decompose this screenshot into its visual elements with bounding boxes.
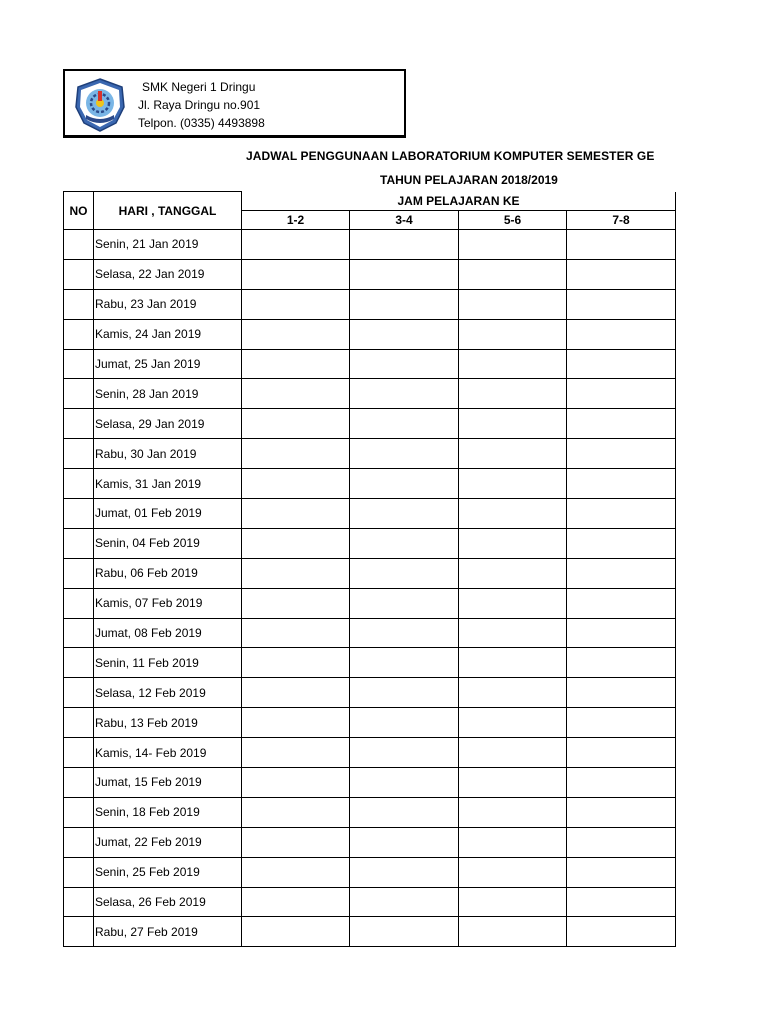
- table-row: [64, 319, 676, 349]
- table-row: [64, 588, 676, 618]
- row-number-cell: [64, 588, 94, 618]
- school-header-box: [63, 69, 406, 138]
- period-cell: [459, 678, 567, 708]
- table-row: [64, 259, 676, 289]
- period-cell: [567, 379, 676, 409]
- row-date: Rabu, 06 Feb 2019: [94, 558, 242, 588]
- period-cell: [350, 708, 459, 738]
- period-cell: [350, 857, 459, 887]
- period-cell: [350, 618, 459, 648]
- document-subtitle: TAHUN PELAJARAN 2018/2019: [380, 173, 558, 187]
- period-cell: [459, 469, 567, 499]
- period-cell: [459, 887, 567, 917]
- row-date: Rabu, 30 Jan 2019: [94, 439, 242, 469]
- period-cell: [567, 768, 676, 798]
- period-cell: [459, 259, 567, 289]
- row-number-cell: [64, 349, 94, 379]
- table-row: [64, 558, 676, 588]
- period-cell: [350, 827, 459, 857]
- period-cell: [459, 738, 567, 768]
- period-cell: [567, 469, 676, 499]
- row-number-cell: [64, 768, 94, 798]
- row-number-cell: [64, 797, 94, 827]
- period-cell: [567, 857, 676, 887]
- row-date: Rabu, 23 Jan 2019: [94, 289, 242, 319]
- period-cell: [350, 349, 459, 379]
- period-cell: [350, 439, 459, 469]
- document-title: JADWAL PENGGUNAAN LABORATORIUM KOMPUTER SEMESTER GE: [246, 149, 655, 163]
- table-row: [64, 768, 676, 798]
- row-number-cell: [64, 259, 94, 289]
- header-period: 3-4: [350, 211, 459, 230]
- row-number-cell: [64, 917, 94, 947]
- row-number-cell: [64, 409, 94, 439]
- period-cell: [459, 230, 567, 260]
- period-cell: [459, 499, 567, 529]
- period-cell: [567, 499, 676, 529]
- row-date: Selasa, 26 Feb 2019: [94, 887, 242, 917]
- period-cell: [567, 917, 676, 947]
- period-cell: [242, 917, 350, 947]
- period-cell: [567, 738, 676, 768]
- period-cell: [350, 917, 459, 947]
- header-lesson-hours: JAM PELAJARAN KE: [242, 192, 676, 211]
- row-date: Senin, 11 Feb 2019: [94, 648, 242, 678]
- period-cell: [350, 259, 459, 289]
- period-cell: [350, 768, 459, 798]
- period-cell: [242, 648, 350, 678]
- row-date: Senin, 21 Jan 2019: [94, 230, 242, 260]
- table-row: [64, 917, 676, 947]
- table-row: [64, 499, 676, 529]
- table-row: [64, 230, 676, 260]
- period-cell: [242, 588, 350, 618]
- period-cell: [459, 409, 567, 439]
- period-cell: [567, 349, 676, 379]
- table-row: [64, 708, 676, 738]
- header-no: NO: [64, 192, 94, 230]
- period-cell: [350, 230, 459, 260]
- row-number-cell: [64, 319, 94, 349]
- school-phone: Telpon. (0335) 4493898: [138, 116, 265, 130]
- row-date: Senin, 04 Feb 2019: [94, 528, 242, 558]
- table-row: [64, 678, 676, 708]
- period-cell: [242, 827, 350, 857]
- period-cell: [567, 797, 676, 827]
- row-number-cell: [64, 439, 94, 469]
- period-cell: [459, 379, 567, 409]
- row-number-cell: [64, 499, 94, 529]
- period-cell: [567, 439, 676, 469]
- period-cell: [350, 409, 459, 439]
- row-date: Jumat, 15 Feb 2019: [94, 768, 242, 798]
- period-cell: [567, 648, 676, 678]
- period-cell: [350, 319, 459, 349]
- table-row: [64, 738, 676, 768]
- row-number-cell: [64, 887, 94, 917]
- table-row: [64, 469, 676, 499]
- period-cell: [242, 259, 350, 289]
- period-cell: [242, 857, 350, 887]
- period-cell: [350, 648, 459, 678]
- row-number-cell: [64, 648, 94, 678]
- row-number-cell: [64, 379, 94, 409]
- header-period: 1-2: [242, 211, 350, 230]
- row-date: Kamis, 24 Jan 2019: [94, 319, 242, 349]
- table-row: [64, 648, 676, 678]
- row-date: Selasa, 29 Jan 2019: [94, 409, 242, 439]
- period-cell: [567, 289, 676, 319]
- period-cell: [459, 708, 567, 738]
- period-cell: [350, 558, 459, 588]
- row-date: Jumat, 25 Jan 2019: [94, 349, 242, 379]
- table-row: [64, 827, 676, 857]
- row-number-cell: [64, 857, 94, 887]
- period-cell: [459, 439, 567, 469]
- row-date: Selasa, 12 Feb 2019: [94, 678, 242, 708]
- period-cell: [242, 768, 350, 798]
- period-cell: [242, 230, 350, 260]
- period-cell: [459, 528, 567, 558]
- row-date: Senin, 25 Feb 2019: [94, 857, 242, 887]
- period-cell: [242, 469, 350, 499]
- period-cell: [567, 558, 676, 588]
- row-date: Senin, 28 Jan 2019: [94, 379, 242, 409]
- table-row: [64, 379, 676, 409]
- period-cell: [459, 797, 567, 827]
- row-number-cell: [64, 558, 94, 588]
- row-date: Rabu, 27 Feb 2019: [94, 917, 242, 947]
- period-cell: [350, 738, 459, 768]
- row-number-cell: [64, 528, 94, 558]
- period-cell: [350, 289, 459, 319]
- period-cell: [459, 857, 567, 887]
- table-row: [64, 857, 676, 887]
- header-day-date: HARI , TANGGAL: [94, 192, 242, 230]
- period-cell: [567, 409, 676, 439]
- period-cell: [459, 768, 567, 798]
- row-date: Kamis, 31 Jan 2019: [94, 469, 242, 499]
- school-name: SMK Negeri 1 Dringu: [142, 80, 256, 94]
- period-cell: [459, 319, 567, 349]
- period-cell: [350, 469, 459, 499]
- row-number-cell: [64, 230, 94, 260]
- period-cell: [242, 558, 350, 588]
- row-number-cell: [64, 827, 94, 857]
- period-cell: [459, 917, 567, 947]
- period-cell: [242, 319, 350, 349]
- row-number-cell: [64, 708, 94, 738]
- period-cell: [242, 289, 350, 319]
- period-cell: [242, 887, 350, 917]
- period-cell: [459, 558, 567, 588]
- table-row: [64, 797, 676, 827]
- period-cell: [242, 618, 350, 648]
- row-date: Senin, 18 Feb 2019: [94, 797, 242, 827]
- row-date: Rabu, 13 Feb 2019: [94, 708, 242, 738]
- row-date: Kamis, 14- Feb 2019: [94, 738, 242, 768]
- period-cell: [242, 797, 350, 827]
- period-cell: [567, 230, 676, 260]
- period-cell: [242, 528, 350, 558]
- row-number-cell: [64, 289, 94, 319]
- period-cell: [242, 708, 350, 738]
- period-cell: [459, 289, 567, 319]
- row-date: Selasa, 22 Jan 2019: [94, 259, 242, 289]
- period-cell: [242, 379, 350, 409]
- header-period: 7-8: [567, 211, 676, 230]
- period-cell: [242, 738, 350, 768]
- row-number-cell: [64, 678, 94, 708]
- table-row: [64, 439, 676, 469]
- period-cell: [350, 678, 459, 708]
- period-cell: [350, 797, 459, 827]
- school-info: [138, 78, 265, 132]
- period-cell: [350, 499, 459, 529]
- period-cell: [567, 708, 676, 738]
- row-number-cell: [64, 469, 94, 499]
- period-cell: [350, 887, 459, 917]
- school-address: Jl. Raya Dringu no.901: [138, 98, 261, 112]
- table-row: [64, 887, 676, 917]
- row-number-cell: [64, 618, 94, 648]
- period-cell: [459, 588, 567, 618]
- period-cell: [242, 439, 350, 469]
- period-cell: [567, 618, 676, 648]
- period-cell: [242, 678, 350, 708]
- period-cell: [567, 827, 676, 857]
- table-row: [64, 349, 676, 379]
- schedule-table: [63, 191, 676, 947]
- row-date: Jumat, 22 Feb 2019: [94, 827, 242, 857]
- period-cell: [459, 827, 567, 857]
- period-cell: [350, 379, 459, 409]
- table-row: [64, 528, 676, 558]
- row-date: Kamis, 07 Feb 2019: [94, 588, 242, 618]
- table-row: [64, 618, 676, 648]
- period-cell: [459, 349, 567, 379]
- row-date: Jumat, 01 Feb 2019: [94, 499, 242, 529]
- row-date: Jumat, 08 Feb 2019: [94, 618, 242, 648]
- period-cell: [242, 409, 350, 439]
- period-cell: [350, 528, 459, 558]
- row-number-cell: [64, 738, 94, 768]
- period-cell: [567, 259, 676, 289]
- schedule-body: [64, 230, 676, 947]
- period-cell: [350, 588, 459, 618]
- period-cell: [567, 528, 676, 558]
- table-row: [64, 409, 676, 439]
- header-period: 5-6: [459, 211, 567, 230]
- period-cell: [459, 618, 567, 648]
- table-row: [64, 289, 676, 319]
- period-cell: [567, 678, 676, 708]
- period-cell: [567, 887, 676, 917]
- school-emblem-icon: [74, 77, 126, 133]
- period-cell: [567, 319, 676, 349]
- period-cell: [242, 499, 350, 529]
- period-cell: [242, 349, 350, 379]
- period-cell: [459, 648, 567, 678]
- period-cell: [567, 588, 676, 618]
